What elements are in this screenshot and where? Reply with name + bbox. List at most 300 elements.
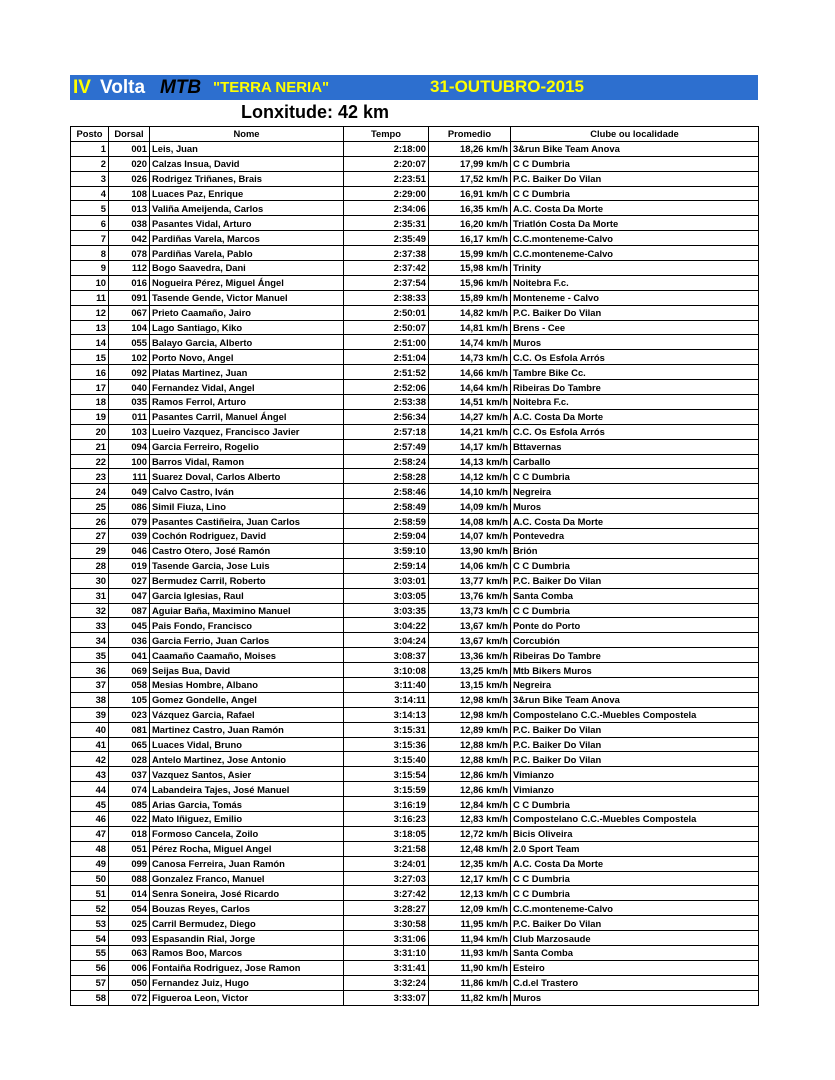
- cell-tempo: 2:59:14: [344, 558, 429, 573]
- cell-dorsal: 087: [109, 603, 150, 618]
- table-row: [71, 871, 759, 886]
- cell-dorsal: 065: [109, 737, 150, 752]
- cell-dorsal: 104: [109, 320, 150, 335]
- table-row: [71, 320, 759, 335]
- cell-nome: Senra Soneira, José Ricardo: [150, 886, 344, 901]
- cell-nome: Formoso Cancela, Zoilo: [150, 826, 344, 841]
- cell-dorsal: 085: [109, 797, 150, 812]
- cell-posto: 19: [71, 409, 109, 424]
- cell-promedio: 13,15 km/h: [429, 677, 511, 692]
- table-row: [71, 261, 759, 276]
- table-row: [71, 335, 759, 350]
- cell-promedio: 14,64 km/h: [429, 380, 511, 395]
- cell-clube: P.C. Baiker Do Vilan: [511, 737, 759, 752]
- header-dorsal: Dorsal: [109, 127, 150, 142]
- cell-posto: 11: [71, 290, 109, 305]
- table-row: [71, 737, 759, 752]
- cell-tempo: 3:24:01: [344, 856, 429, 871]
- table-row: [71, 186, 759, 201]
- cell-dorsal: 045: [109, 618, 150, 633]
- cell-posto: 3: [71, 171, 109, 186]
- table-row: [71, 960, 759, 975]
- cell-tempo: 3:28:27: [344, 901, 429, 916]
- cell-clube: Muros: [511, 990, 759, 1005]
- cell-clube: C.C. Os Esfola Arrós: [511, 424, 759, 439]
- cell-clube: Trinity: [511, 261, 759, 276]
- cell-posto: 23: [71, 469, 109, 484]
- cell-dorsal: 078: [109, 246, 150, 261]
- cell-nome: Balayo Garcia, Alberto: [150, 335, 344, 350]
- cell-tempo: 3:15:54: [344, 767, 429, 782]
- cell-nome: Aguiar Baña, Maximino Manuel: [150, 603, 344, 618]
- cell-nome: Luaces Vidal, Bruno: [150, 737, 344, 752]
- cell-posto: 14: [71, 335, 109, 350]
- cell-promedio: 12,83 km/h: [429, 811, 511, 826]
- cell-promedio: 15,98 km/h: [429, 261, 511, 276]
- cell-tempo: 2:50:07: [344, 320, 429, 335]
- table-row: [71, 529, 759, 544]
- cell-promedio: 14,09 km/h: [429, 499, 511, 514]
- cell-promedio: 14,17 km/h: [429, 439, 511, 454]
- table-row: [71, 499, 759, 514]
- cell-posto: 49: [71, 856, 109, 871]
- table-row: [71, 826, 759, 841]
- cell-promedio: 17,52 km/h: [429, 171, 511, 186]
- table-row: [71, 365, 759, 380]
- cell-posto: 24: [71, 484, 109, 499]
- cell-posto: 34: [71, 633, 109, 648]
- cell-tempo: 3:16:23: [344, 811, 429, 826]
- cell-tempo: 3:32:24: [344, 975, 429, 990]
- cell-clube: Bicis Oliveira: [511, 826, 759, 841]
- cell-tempo: 2:58:49: [344, 499, 429, 514]
- cell-tempo: 2:57:18: [344, 424, 429, 439]
- cell-nome: Espasandin Rial, Jorge: [150, 931, 344, 946]
- cell-tempo: 3:59:10: [344, 543, 429, 558]
- cell-nome: Bermudez Carril, Roberto: [150, 573, 344, 588]
- cell-dorsal: 013: [109, 201, 150, 216]
- cell-nome: Caamaño Caamaño, Moises: [150, 648, 344, 663]
- cell-tempo: 3:21:58: [344, 841, 429, 856]
- cell-clube: Noitebra F.c.: [511, 395, 759, 410]
- table-row: [71, 603, 759, 618]
- cell-posto: 16: [71, 365, 109, 380]
- cell-clube: C.C.monteneme-Calvo: [511, 901, 759, 916]
- cell-dorsal: 069: [109, 663, 150, 678]
- cell-clube: Carballo: [511, 454, 759, 469]
- cell-posto: 41: [71, 737, 109, 752]
- cell-nome: Mesias Hombre, Albano: [150, 677, 344, 692]
- cell-tempo: 3:04:22: [344, 618, 429, 633]
- table-row: [71, 975, 759, 990]
- cell-dorsal: 028: [109, 752, 150, 767]
- cell-posto: 10: [71, 275, 109, 290]
- cell-tempo: 2:23:51: [344, 171, 429, 186]
- cell-nome: Pasantes Vidal, Arturo: [150, 216, 344, 231]
- table-row: [71, 901, 759, 916]
- cell-nome: Bouzas Reyes, Carlos: [150, 901, 344, 916]
- cell-nome: Calvo Castro, Iván: [150, 484, 344, 499]
- cell-tempo: 3:14:11: [344, 692, 429, 707]
- cell-tempo: 3:11:40: [344, 677, 429, 692]
- cell-tempo: 2:37:54: [344, 275, 429, 290]
- cell-posto: 30: [71, 573, 109, 588]
- cell-tempo: 3:16:19: [344, 797, 429, 812]
- table-row: [71, 350, 759, 365]
- table-row: [71, 469, 759, 484]
- cell-tempo: 3:15:31: [344, 722, 429, 737]
- cell-clube: Negreira: [511, 484, 759, 499]
- cell-posto: 7: [71, 231, 109, 246]
- cell-nome: Tasende Gende, Victor Manuel: [150, 290, 344, 305]
- title-event-name: "TERRA NERIA": [213, 79, 330, 96]
- cell-promedio: 13,67 km/h: [429, 633, 511, 648]
- cell-promedio: 13,73 km/h: [429, 603, 511, 618]
- cell-dorsal: 103: [109, 424, 150, 439]
- cell-promedio: 16,17 km/h: [429, 231, 511, 246]
- cell-promedio: 12,35 km/h: [429, 856, 511, 871]
- table-row: [71, 752, 759, 767]
- cell-nome: Bogo Saavedra, Dani: [150, 261, 344, 276]
- cell-clube: Brens - Cee: [511, 320, 759, 335]
- cell-posto: 13: [71, 320, 109, 335]
- cell-nome: Carril Bermudez, Diego: [150, 916, 344, 931]
- cell-posto: 39: [71, 707, 109, 722]
- cell-clube: P.C. Baiker Do Vilan: [511, 305, 759, 320]
- cell-posto: 57: [71, 975, 109, 990]
- table-row: [71, 424, 759, 439]
- table-header-row: [71, 127, 759, 142]
- cell-tempo: 2:51:04: [344, 350, 429, 365]
- cell-promedio: 15,96 km/h: [429, 275, 511, 290]
- cell-tempo: 3:31:41: [344, 960, 429, 975]
- table-row: [71, 692, 759, 707]
- cell-dorsal: 092: [109, 365, 150, 380]
- header-nome: Nome: [150, 127, 344, 142]
- cell-promedio: 12,86 km/h: [429, 767, 511, 782]
- cell-posto: 25: [71, 499, 109, 514]
- cell-tempo: 2:52:06: [344, 380, 429, 395]
- cell-nome: Ramos Boo, Marcos: [150, 945, 344, 960]
- cell-clube: Noitebra F.c.: [511, 275, 759, 290]
- title-mtb: MTB: [160, 77, 202, 98]
- header-clube: Clube ou localidade: [511, 127, 759, 142]
- cell-posto: 56: [71, 960, 109, 975]
- cell-promedio: 17,99 km/h: [429, 156, 511, 171]
- cell-nome: Pardiñas Varela, Marcos: [150, 231, 344, 246]
- cell-promedio: 12,72 km/h: [429, 826, 511, 841]
- cell-dorsal: 055: [109, 335, 150, 350]
- cell-dorsal: 039: [109, 529, 150, 544]
- cell-promedio: 14,51 km/h: [429, 395, 511, 410]
- cell-promedio: 18,26 km/h: [429, 141, 511, 156]
- cell-clube: Muros: [511, 335, 759, 350]
- table-row: [71, 439, 759, 454]
- table-row: [71, 945, 759, 960]
- cell-posto: 52: [71, 901, 109, 916]
- cell-posto: 22: [71, 454, 109, 469]
- cell-posto: 37: [71, 677, 109, 692]
- cell-posto: 51: [71, 886, 109, 901]
- table-row: [71, 916, 759, 931]
- cell-nome: Prieto Caamaño, Jairo: [150, 305, 344, 320]
- table-row: [71, 543, 759, 558]
- cell-tempo: 2:58:46: [344, 484, 429, 499]
- cell-clube: P.C. Baiker Do Vilan: [511, 171, 759, 186]
- table-row: [71, 231, 759, 246]
- cell-nome: Pérez Rocha, Miguel Angel: [150, 841, 344, 856]
- cell-clube: Santa Comba: [511, 945, 759, 960]
- cell-promedio: 14,06 km/h: [429, 558, 511, 573]
- cell-clube: Brión: [511, 543, 759, 558]
- table-row: [71, 811, 759, 826]
- cell-dorsal: 105: [109, 692, 150, 707]
- cell-clube: Tambre Bike Cc.: [511, 365, 759, 380]
- cell-dorsal: 037: [109, 767, 150, 782]
- cell-promedio: 11,95 km/h: [429, 916, 511, 931]
- cell-clube: Muros: [511, 499, 759, 514]
- cell-dorsal: 102: [109, 350, 150, 365]
- cell-nome: Castro Otero, José Ramón: [150, 543, 344, 558]
- cell-tempo: 2:29:00: [344, 186, 429, 201]
- cell-promedio: 11,93 km/h: [429, 945, 511, 960]
- cell-promedio: 16,35 km/h: [429, 201, 511, 216]
- cell-dorsal: 108: [109, 186, 150, 201]
- table-row: [71, 454, 759, 469]
- cell-posto: 53: [71, 916, 109, 931]
- cell-tempo: 2:56:34: [344, 409, 429, 424]
- cell-clube: C C Dumbria: [511, 156, 759, 171]
- cell-promedio: 14,12 km/h: [429, 469, 511, 484]
- cell-tempo: 2:37:42: [344, 261, 429, 276]
- table-row: [71, 573, 759, 588]
- cell-promedio: 14,21 km/h: [429, 424, 511, 439]
- cell-posto: 33: [71, 618, 109, 633]
- table-row: [71, 484, 759, 499]
- cell-nome: Cochón Rodriguez, David: [150, 529, 344, 544]
- cell-dorsal: 038: [109, 216, 150, 231]
- cell-nome: Antelo Martinez, Jose Antonio: [150, 752, 344, 767]
- cell-nome: Gonzalez Franco, Manuel: [150, 871, 344, 886]
- cell-dorsal: 054: [109, 901, 150, 916]
- table-row: [71, 409, 759, 424]
- cell-promedio: 12,88 km/h: [429, 752, 511, 767]
- cell-clube: Corcubión: [511, 633, 759, 648]
- cell-clube: C.d.el Trastero: [511, 975, 759, 990]
- table-row: [71, 380, 759, 395]
- cell-tempo: 3:03:01: [344, 573, 429, 588]
- cell-posto: 28: [71, 558, 109, 573]
- cell-tempo: 3:27:03: [344, 871, 429, 886]
- cell-clube: C.C.monteneme-Calvo: [511, 246, 759, 261]
- cell-tempo: 2:51:00: [344, 335, 429, 350]
- title-volta: Volta: [100, 77, 146, 98]
- cell-dorsal: 040: [109, 380, 150, 395]
- cell-tempo: 3:31:06: [344, 931, 429, 946]
- cell-tempo: 2:38:33: [344, 290, 429, 305]
- cell-nome: Labandeira Tajes, José Manuel: [150, 782, 344, 797]
- cell-promedio: 13,36 km/h: [429, 648, 511, 663]
- cell-posto: 15: [71, 350, 109, 365]
- cell-posto: 5: [71, 201, 109, 216]
- cell-nome: Fernandez Juiz, Hugo: [150, 975, 344, 990]
- cell-posto: 44: [71, 782, 109, 797]
- cell-posto: 12: [71, 305, 109, 320]
- cell-promedio: 13,90 km/h: [429, 543, 511, 558]
- cell-tempo: 2:50:01: [344, 305, 429, 320]
- cell-clube: Bttavernas: [511, 439, 759, 454]
- cell-clube: P.C. Baiker Do Vilan: [511, 916, 759, 931]
- cell-nome: Rodrigez Triñanes, Brais: [150, 171, 344, 186]
- cell-tempo: 2:35:31: [344, 216, 429, 231]
- cell-promedio: 12,98 km/h: [429, 692, 511, 707]
- cell-nome: Seijas Bua, David: [150, 663, 344, 678]
- cell-clube: P.C. Baiker Do Vilan: [511, 722, 759, 737]
- cell-dorsal: 091: [109, 290, 150, 305]
- cell-tempo: 3:03:05: [344, 588, 429, 603]
- cell-clube: Club Marzosaude: [511, 931, 759, 946]
- cell-posto: 2: [71, 156, 109, 171]
- header-posto: Posto: [71, 127, 109, 142]
- cell-dorsal: 093: [109, 931, 150, 946]
- cell-clube: Vimianzo: [511, 782, 759, 797]
- cell-dorsal: 058: [109, 677, 150, 692]
- table-row: [71, 767, 759, 782]
- cell-promedio: 12,89 km/h: [429, 722, 511, 737]
- cell-dorsal: 074: [109, 782, 150, 797]
- cell-promedio: 12,48 km/h: [429, 841, 511, 856]
- table-row: [71, 141, 759, 156]
- cell-clube: A.C. Costa Da Morte: [511, 514, 759, 529]
- cell-nome: Vázquez Garcia, Rafael: [150, 707, 344, 722]
- cell-promedio: 12,86 km/h: [429, 782, 511, 797]
- table-row: [71, 931, 759, 946]
- table-row: [71, 290, 759, 305]
- cell-tempo: 3:27:42: [344, 886, 429, 901]
- cell-clube: Compostelano C.C.-Muebles Compostela: [511, 811, 759, 826]
- cell-promedio: 14,08 km/h: [429, 514, 511, 529]
- cell-clube: C.C. Os Esfola Arrós: [511, 350, 759, 365]
- cell-nome: Suarez Doval, Carlos Alberto: [150, 469, 344, 484]
- cell-dorsal: 023: [109, 707, 150, 722]
- cell-dorsal: 020: [109, 156, 150, 171]
- cell-dorsal: 041: [109, 648, 150, 663]
- cell-posto: 20: [71, 424, 109, 439]
- table-row: [71, 156, 759, 171]
- cell-dorsal: 036: [109, 633, 150, 648]
- cell-clube: Vimianzo: [511, 767, 759, 782]
- cell-nome: Platas Martinez, Juan: [150, 365, 344, 380]
- cell-posto: 21: [71, 439, 109, 454]
- cell-promedio: 11,82 km/h: [429, 990, 511, 1005]
- cell-promedio: 14,10 km/h: [429, 484, 511, 499]
- results-table: [70, 126, 759, 1006]
- cell-dorsal: 086: [109, 499, 150, 514]
- cell-posto: 43: [71, 767, 109, 782]
- cell-clube: C C Dumbria: [511, 558, 759, 573]
- cell-tempo: 2:58:28: [344, 469, 429, 484]
- cell-tempo: 3:10:08: [344, 663, 429, 678]
- cell-posto: 48: [71, 841, 109, 856]
- cell-tempo: 2:57:49: [344, 439, 429, 454]
- cell-nome: Martinez Castro, Juan Ramón: [150, 722, 344, 737]
- cell-posto: 26: [71, 514, 109, 529]
- table-row: [71, 856, 759, 871]
- cell-dorsal: 006: [109, 960, 150, 975]
- cell-nome: Lago Santiago, Kiko: [150, 320, 344, 335]
- cell-promedio: 11,86 km/h: [429, 975, 511, 990]
- cell-clube: C C Dumbria: [511, 886, 759, 901]
- cell-tempo: 2:35:49: [344, 231, 429, 246]
- table-row: [71, 841, 759, 856]
- cell-nome: Fernandez Vidal, Angel: [150, 380, 344, 395]
- cell-tempo: 3:30:58: [344, 916, 429, 931]
- cell-clube: 2.0 Sport Team: [511, 841, 759, 856]
- cell-dorsal: 081: [109, 722, 150, 737]
- cell-promedio: 12,98 km/h: [429, 707, 511, 722]
- cell-posto: 45: [71, 797, 109, 812]
- cell-promedio: 14,81 km/h: [429, 320, 511, 335]
- table-row: [71, 305, 759, 320]
- cell-clube: Santa Comba: [511, 588, 759, 603]
- cell-dorsal: 051: [109, 841, 150, 856]
- cell-posto: 55: [71, 945, 109, 960]
- cell-posto: 42: [71, 752, 109, 767]
- cell-nome: Pasantes Castiñeira, Juan Carlos: [150, 514, 344, 529]
- cell-posto: 58: [71, 990, 109, 1005]
- cell-clube: Pontevedra: [511, 529, 759, 544]
- cell-nome: Simil Fiuza, Lino: [150, 499, 344, 514]
- cell-tempo: 2:34:06: [344, 201, 429, 216]
- cell-tempo: 2:58:24: [344, 454, 429, 469]
- cell-dorsal: 063: [109, 945, 150, 960]
- cell-clube: C C Dumbria: [511, 797, 759, 812]
- cell-clube: Ribeiras Do Tambre: [511, 648, 759, 663]
- cell-dorsal: 001: [109, 141, 150, 156]
- cell-clube: C.C.monteneme-Calvo: [511, 231, 759, 246]
- cell-tempo: 2:51:52: [344, 365, 429, 380]
- table-row: [71, 722, 759, 737]
- cell-promedio: 12,13 km/h: [429, 886, 511, 901]
- cell-clube: 3&run Bike Team Anova: [511, 141, 759, 156]
- cell-dorsal: 016: [109, 275, 150, 290]
- table-row: [71, 990, 759, 1005]
- cell-nome: Canosa Ferreira, Juan Ramón: [150, 856, 344, 871]
- table-row: [71, 216, 759, 231]
- cell-promedio: 14,73 km/h: [429, 350, 511, 365]
- cell-promedio: 15,99 km/h: [429, 246, 511, 261]
- cell-promedio: 13,77 km/h: [429, 573, 511, 588]
- cell-clube: A.C. Costa Da Morte: [511, 409, 759, 424]
- cell-clube: C C Dumbria: [511, 871, 759, 886]
- table-row: [71, 648, 759, 663]
- cell-tempo: 3:08:37: [344, 648, 429, 663]
- cell-clube: A.C. Costa Da Morte: [511, 201, 759, 216]
- header-tempo: Tempo: [344, 127, 429, 142]
- cell-posto: 6: [71, 216, 109, 231]
- cell-posto: 35: [71, 648, 109, 663]
- cell-promedio: 13,67 km/h: [429, 618, 511, 633]
- table-row: [71, 707, 759, 722]
- cell-promedio: 12,17 km/h: [429, 871, 511, 886]
- cell-dorsal: 035: [109, 395, 150, 410]
- cell-promedio: 15,89 km/h: [429, 290, 511, 305]
- table-row: [71, 618, 759, 633]
- cell-promedio: 13,76 km/h: [429, 588, 511, 603]
- cell-posto: 54: [71, 931, 109, 946]
- cell-clube: Mtb Bikers Muros: [511, 663, 759, 678]
- cell-dorsal: 025: [109, 916, 150, 931]
